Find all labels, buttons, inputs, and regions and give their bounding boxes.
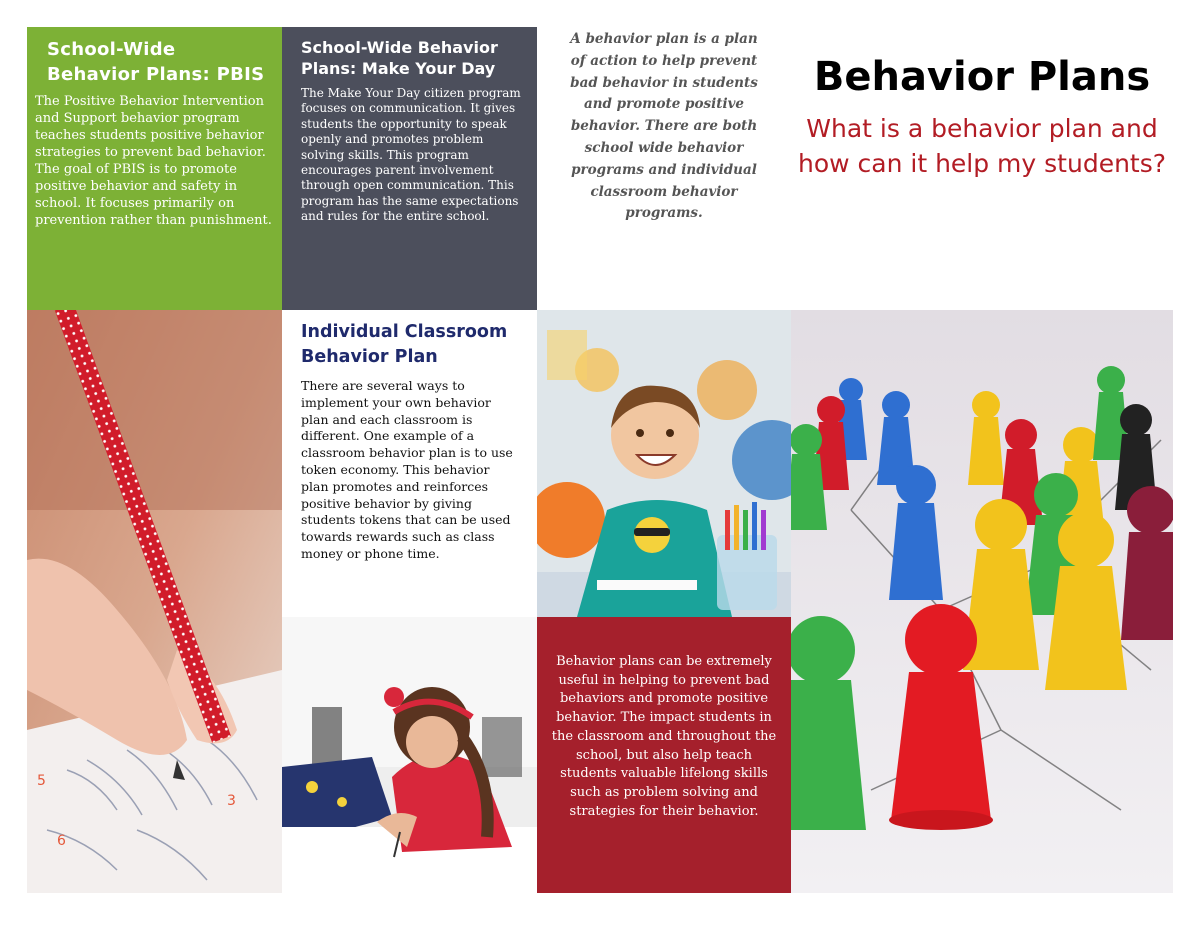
intro-text: A behavior plan is a plan of action to help prevent bad behavior in students and promote positive behavior. There are both school wide behavior programs and individual classroom behavior programs. — [570, 31, 758, 222]
cover-panel — [791, 27, 1173, 310]
cover-title: Behavior Plans — [813, 54, 1151, 100]
pbis-body: The Positive Behavior Intervention and Support behavior program teaches students positive behavior strategies to prevent bad behavior. The goal of PBIS is to promote positive behavior and safety in school. It focuses primarily on prevention rather than punishment. — [35, 94, 272, 228]
intro-panel — [537, 27, 791, 310]
cover-subtitle: What is a behavior plan and how can it help my students? — [797, 114, 1167, 178]
closing-panel — [537, 617, 791, 893]
pbis-heading: School-Wide Behavior Plans: PBIS — [47, 39, 265, 85]
make-your-day-heading: School-Wide Behavior Plans: Make Your Day — [301, 38, 498, 78]
photo-game-pawns — [791, 310, 1173, 893]
pbis-panel — [27, 27, 282, 310]
individual-heading: Individual Classroom Behavior Plan — [301, 322, 508, 367]
svg-text:6: 6 — [57, 833, 66, 849]
photo-girl-drawing — [282, 617, 537, 893]
svg-text:3: 3 — [227, 793, 236, 809]
photo-writing-pencil — [27, 310, 282, 893]
svg-text:5: 5 — [37, 773, 46, 789]
make-your-day-body: The Make Your Day citizen program focuses on communication. It gives students the opportunity to speak openly and promotes problem solving skills. This program encourages parent involvement through open communication. This program has the same expectations and rules for the entire school. — [301, 86, 521, 224]
photo-smiling-boy — [537, 310, 791, 617]
individual-body: There are several ways to implement your own behavior plan and each classroom is different. One example of a classroom behavior plan is to use token economy. This behavior plan promotes and reinforces positive behavior by giving students tokens that can be used towards rewards such as class money or phone time. — [301, 378, 513, 561]
make-your-day-panel — [282, 27, 537, 310]
individual-plan-panel — [282, 310, 537, 617]
closing-text: Behavior plans can be extremely useful in helping to prevent bad behaviors and promote positive behavior. The impact students in the classroom and throughout the school, but also help teach students valuable lifelong skills such as problem solving and strategies for their behavior. — [551, 654, 777, 819]
